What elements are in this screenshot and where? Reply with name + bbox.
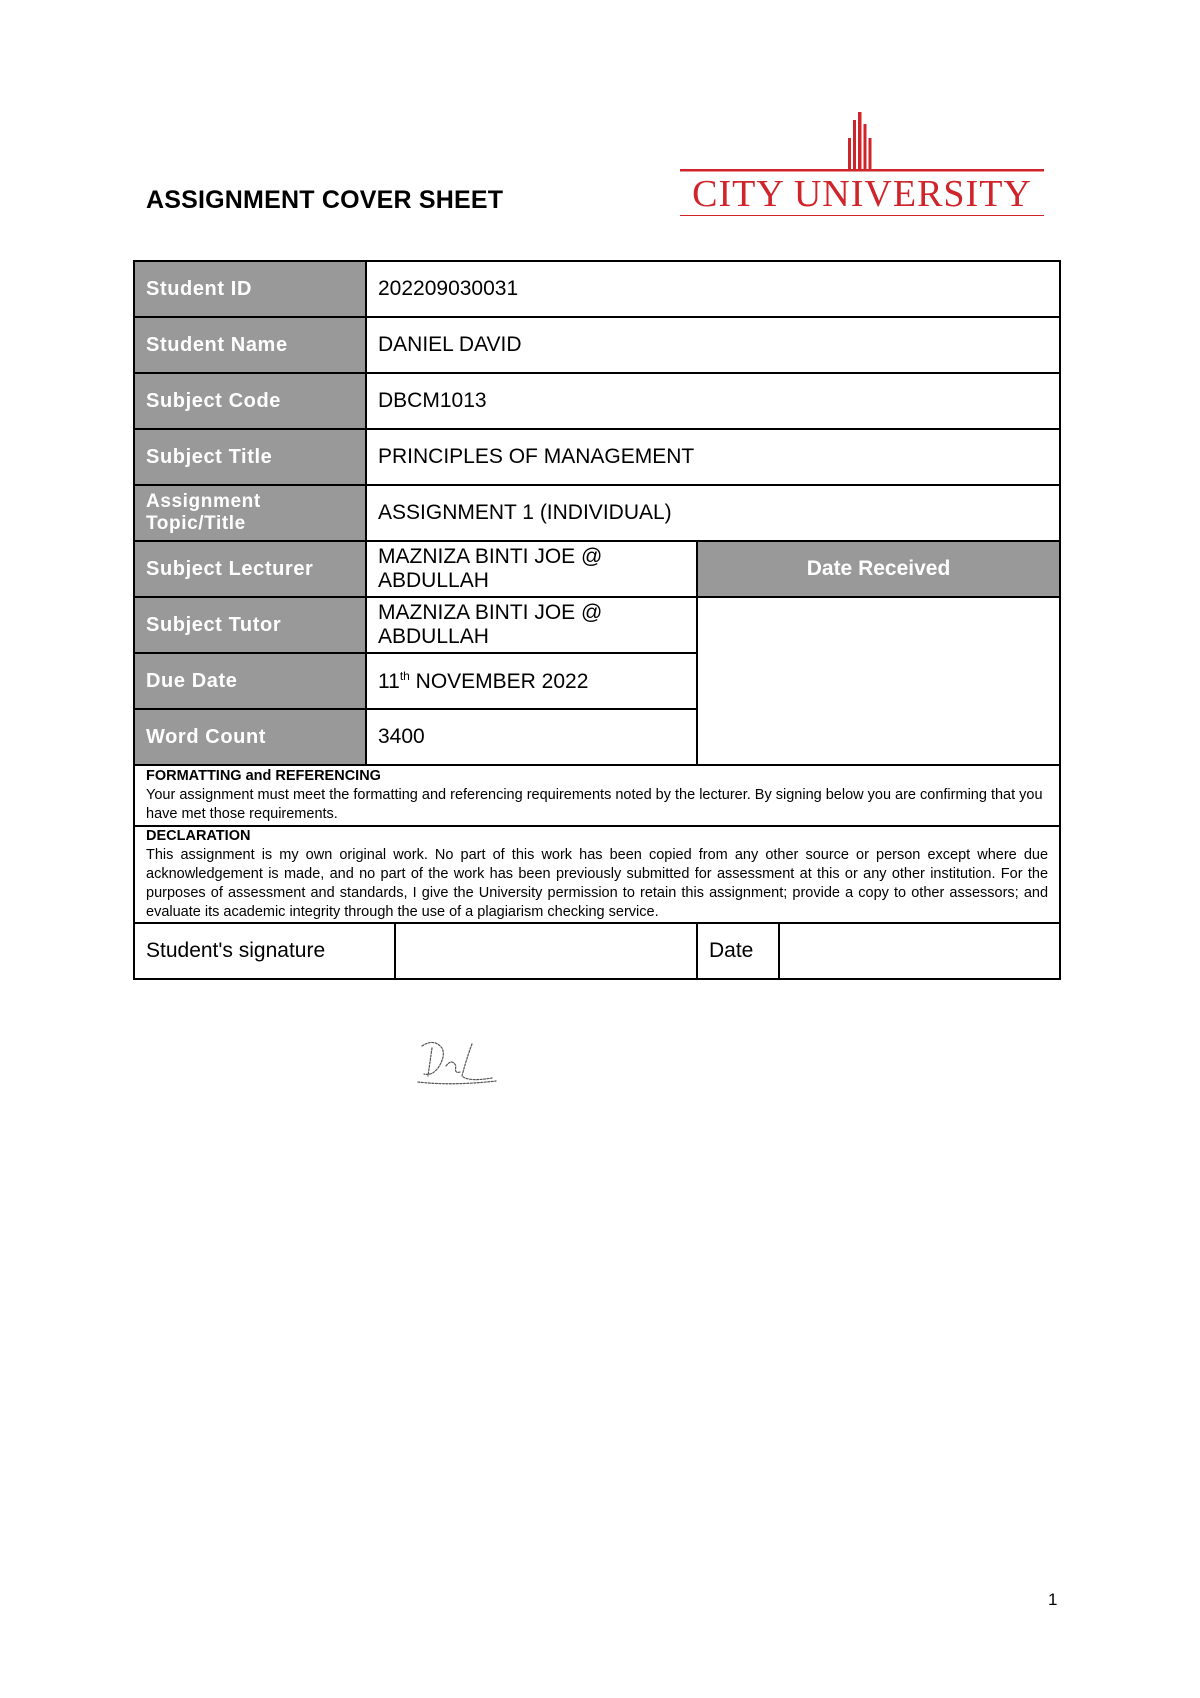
row-declaration <box>134 826 1060 923</box>
formatting-text: Your assignment must meet the formatting and referencing requirements noted by the lecturer. By signing below you are confirming that you have met those requirements. <box>146 787 1043 822</box>
row-signature <box>134 923 1060 979</box>
row-student-name <box>134 317 1060 373</box>
signature-box <box>395 923 697 979</box>
assignment-topic-label <box>134 485 366 541</box>
subject-lecturer-value: MAZNIZA BINTI JOE @ ABDULLAH <box>366 541 697 597</box>
due-date-value <box>366 653 697 709</box>
subject-tutor-label: Subject Tutor <box>134 597 366 653</box>
city-university-logo <box>680 112 1044 216</box>
subject-title-label: Subject Title <box>134 429 366 485</box>
row-subject-title <box>134 429 1060 485</box>
subject-code-label: Subject Code <box>134 373 366 429</box>
row-subject-lecturer <box>134 541 1060 597</box>
subject-code-value: DBCM1013 <box>366 373 1060 429</box>
subject-tutor-value: MAZNIZA BINTI JOE @ ABDULLAH <box>366 597 697 653</box>
row-assignment-topic <box>134 485 1060 541</box>
assignment-topic-value: ASSIGNMENT 1 (INDIVIDUAL) <box>366 485 1060 541</box>
subject-lecturer-label: Subject Lecturer <box>134 541 366 597</box>
due-date-label: Due Date <box>134 653 366 709</box>
formatting-title: FORMATTING and REFERENCING <box>146 768 381 784</box>
page-title: ASSIGNMENT COVER SHEET <box>146 186 504 214</box>
declaration-title: DECLARATION <box>146 828 251 844</box>
row-formatting <box>134 765 1060 826</box>
student-id-label: Student ID <box>134 261 366 317</box>
declaration-section <box>134 826 1060 923</box>
student-name-label: Student Name <box>134 317 366 373</box>
date-box <box>779 923 1060 979</box>
date-received-header: Date Received <box>697 541 1060 597</box>
assignment-topic-label-line2: Topic/Title <box>146 513 246 534</box>
due-date-day: 11 <box>378 669 400 693</box>
row-student-id <box>134 261 1060 317</box>
subject-title-value: PRINCIPLES OF MANAGEMENT <box>366 429 1060 485</box>
row-subject-code <box>134 373 1060 429</box>
date-label: Date <box>697 923 779 979</box>
cover-sheet-table <box>133 260 1061 980</box>
student-id-value: 202209030031 <box>366 261 1060 317</box>
word-count-value: 3400 <box>366 709 697 765</box>
due-date-suffix: th <box>399 668 410 683</box>
due-date-month-year: NOVEMBER 2022 <box>409 669 589 693</box>
date-received-box <box>697 597 1060 765</box>
signature-label: Student's signature <box>134 923 395 979</box>
student-name-value: DANIEL DAVID <box>366 317 1060 373</box>
page-number: 1 <box>1048 1590 1058 1609</box>
word-count-label: Word Count <box>134 709 366 765</box>
logo-text: CITY UNIVERSITY <box>692 173 1032 215</box>
assignment-topic-label-line1: Assignment <box>146 491 261 512</box>
formatting-section <box>134 765 1060 826</box>
student-signature <box>412 1036 504 1088</box>
row-subject-tutor <box>134 597 1060 653</box>
declaration-text: This assignment is my own original work. No part of this work has been copied from any other source or person except where due acknowledgement is made, and no part of the work has been previously submitted for assessment at this or any other institution. For the purposes of assessment and standards, I give the University permission to retain this assignment; provide a copy to other assessors; and evaluate its academic integrity through the use of a plagiarism checking service. <box>146 847 1049 920</box>
